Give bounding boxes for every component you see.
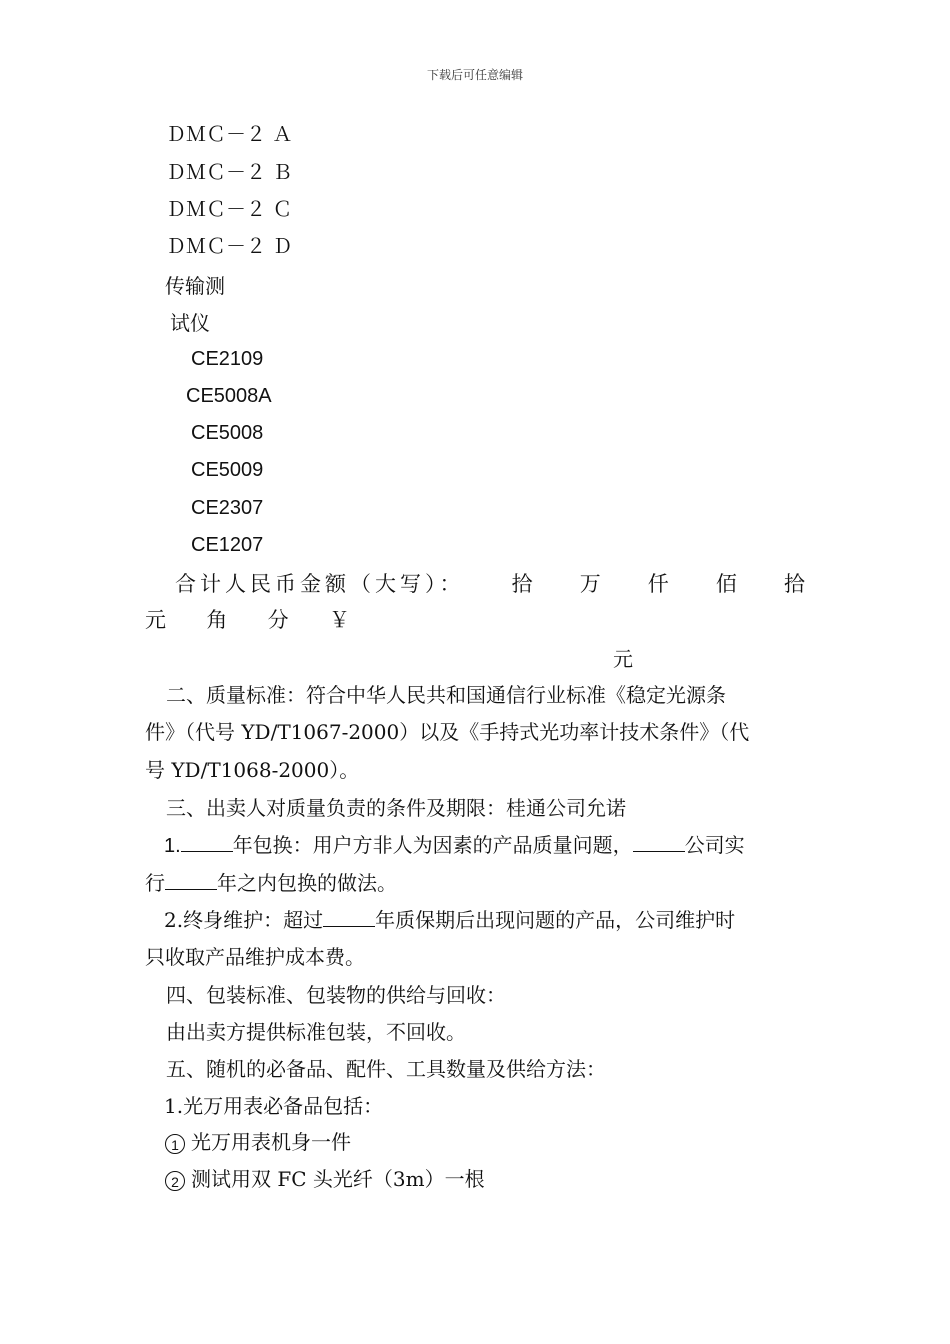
- blank-company: [633, 833, 685, 852]
- unit-qian: 仟: [647, 572, 669, 596]
- section3-item2-line1: 2.终身维护：超过 年质保期后出现问题的产品，公司维护时: [164, 908, 736, 932]
- blank-years-1: [181, 833, 233, 852]
- category-line-1: 传输测: [165, 274, 225, 298]
- section2-line-3: 号 YD/T1068-2000）。: [145, 758, 360, 782]
- model-ce5008: CE5008: [191, 422, 264, 444]
- model-ce2109: CE2109: [191, 348, 264, 370]
- section5-sub1: 1.光万用表必备品包括：: [164, 1094, 384, 1118]
- circled-number-1: 1: [165, 1134, 185, 1154]
- unit-shi-2: 拾: [783, 572, 805, 596]
- model-dmc-2c: ＤＭＣ－２ Ｃ: [166, 197, 293, 221]
- section2-line-1: 二、质量标准：符合中华人民共和国通信行业标准《稳定光源条: [166, 683, 726, 707]
- circled-number-2: 2: [165, 1171, 185, 1191]
- section5-item-2: 2 测试用双 FC 头光纤（3m）一根: [165, 1167, 485, 1191]
- total-amount-row-2: [145, 607, 350, 633]
- model-dmc-2a: ＤＭＣ－２ Ａ: [166, 122, 293, 146]
- section3-title: 三、出卖人对质量负责的条件及期限：桂通公司允诺: [166, 796, 626, 820]
- yen-sign: ￥: [328, 608, 350, 632]
- unit-shi-1: 拾: [511, 572, 533, 596]
- model-dmc-2b: ＤＭＣ－２ Ｂ: [166, 160, 293, 184]
- model-ce5008a: CE5008A: [186, 385, 272, 407]
- blank-warranty-years: [323, 908, 375, 927]
- model-ce5009: CE5009: [191, 459, 264, 481]
- section5-title: 五、随机的必备品、配件、工具数量及供给方法：: [166, 1057, 606, 1081]
- section3-item2-line2: 只收取产品维护成本费。: [145, 945, 365, 969]
- section2-line-2: 件》（代号 YD/T1067-2000）以及《手持式光功率计技术条件》（代: [145, 720, 750, 744]
- section3-item1-line1: 1. 年包换：用户方非人为因素的产品质量问题， 公司实: [164, 833, 745, 857]
- section4-title: 四、包装标准、包装物的供给与回收：: [166, 983, 506, 1007]
- model-dmc-2d: ＤＭＣ－２ Ｄ: [166, 234, 293, 258]
- page-header: 下载后可任意编辑: [426, 68, 523, 82]
- total-amount-row: [175, 571, 805, 597]
- section5-item-1: 1 光万用表机身一件: [165, 1130, 351, 1154]
- blank-years-2: [165, 871, 217, 890]
- unit-wan: 万: [579, 572, 601, 596]
- section3-item1-line2: 行 年之内包换的做法。: [145, 871, 397, 895]
- unit-fen: 分: [267, 608, 289, 632]
- unit-yuan: 元: [145, 608, 166, 632]
- section4-body: 由出卖方提供标准包装，不回收。: [166, 1020, 466, 1044]
- model-ce2307: CE2307: [191, 497, 264, 519]
- unit-bai: 佰: [715, 572, 737, 596]
- unit-jiao: 角: [206, 608, 228, 632]
- category-line-2: 试仪: [170, 311, 210, 335]
- total-label: 合计人民币金额（大写）：: [175, 572, 465, 596]
- model-ce1207: CE1207: [191, 534, 264, 556]
- total-yuan: 元: [613, 647, 633, 671]
